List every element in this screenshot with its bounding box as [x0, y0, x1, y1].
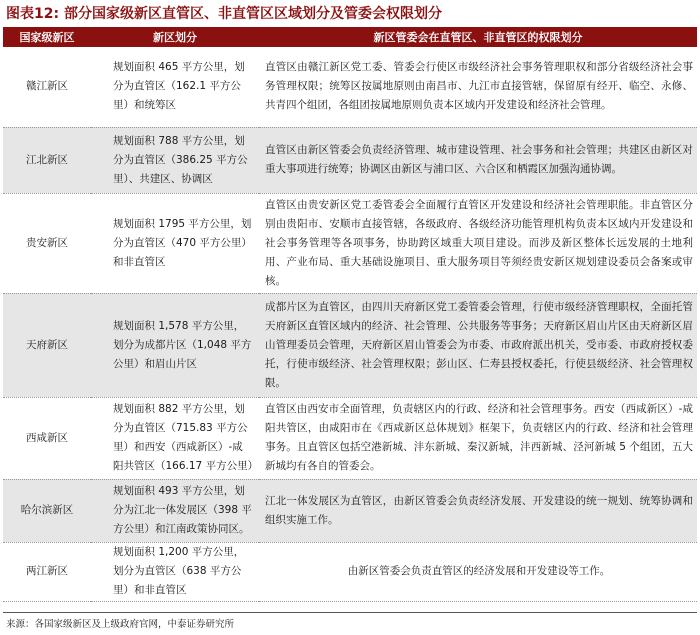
table-row [3, 397, 697, 479]
row-authority: 成都片区为直管区，由四川天府新区党工委管委会管理，行使市级经济管理职权，全面托管天府新区直管区域内的经济、社会管理、公共服务等事务；天府新区眉山片区由天府新区眉山管理委员会管理，天府新区眉山管委会为市委、市政府派出机关，受市委、市政府授权委托，行使市级经济、社会管理权限；彭山区、仁寿县授权委托，行使县级经济、社会管理权限。 [259, 293, 697, 397]
table-row [3, 193, 697, 293]
row-authority: 直管区由赣江新区党工委、管委会行使区市级经济社会事务管理职权和部分省级经济社会事务管理权限；统筹区按属地原则由南昌市、九江市直接管辖，保留原有经开、临空、永修、共青四个组团，各组团按属地原则负责本区域内开发建设和经济社会管理。 [259, 47, 697, 127]
row-authority: 江北一体发展区为直管区，由新区管委会负责经济发展、开发建设的统一规划、统筹协调和组织实施工作。 [259, 479, 697, 542]
footer-divider [3, 612, 697, 613]
row-authority: 由新区管委会负责直管区的经济发展和开发建设等工作。 [259, 542, 697, 601]
row-name: 赣江新区 [3, 47, 91, 127]
table-row [3, 47, 697, 127]
row-name: 天府新区 [3, 293, 91, 397]
header-division: 新区划分 [91, 27, 259, 47]
row-authority: 直管区由贵安新区党工委管委会全面履行直管区开发建设和经济社会管理职能。非直管区分别由贵阳市、安顺市直接管辖，各级政府、各级经济功能管理机构负责本区域内开发建设和社会事务管理等各项事务，协助跨区域重大项目建设。而涉及新区整体长远发展的土地利用、产业布局、重大基础设施项目、重大服务项目等须经贵安新区规划建设委员会备案或审核。 [259, 193, 697, 293]
table-row [3, 542, 697, 601]
header-new-area: 国家级新区 [3, 27, 91, 47]
row-area: 规划面积 1795 平方公里，划分为直管区（470 平方公里）和非直管区 [91, 193, 259, 293]
table-header-row [3, 27, 697, 47]
row-area: 规划面积 493 平方公里，划分为江北一体发展区（398 平方公里）和江南政策协同区。 [91, 479, 259, 542]
row-name: 两江新区 [3, 542, 91, 601]
header-authority: 新区管委会在直管区、非直管区的权限划分 [259, 27, 697, 47]
figure-title: 图表12: 部分国家级新区直管区、非直管区区域划分及管委会权限划分 [6, 6, 442, 22]
source-note: 来源：各国家级新区及上级政府官网，中泰证券研究所 [6, 619, 235, 630]
row-area: 规划面积 465 平方公里，划分为直管区（162.1 平方公里）和统筹区 [91, 47, 259, 127]
new-area-table [3, 27, 697, 602]
table-row [3, 293, 697, 397]
row-area: 规划面积 1,200 平方公里，划分为直管区（638 平方公里）和非直管区 [91, 542, 259, 601]
row-area: 规划面积 1,578 平方公里，划分为成都片区（1,048 平方公里）和眉山片区 [91, 293, 259, 397]
row-name: 西咸新区 [3, 397, 91, 479]
row-name: 贵安新区 [3, 193, 91, 293]
row-authority: 直管区由西安市全面管理，负责辖区内的行政、经济和社会管理事务。西安（西咸新区）-咸阳共管区，由咸阳市在《西咸新区总体规划》框架下，负责辖区内的行政、经济和社会管理事务。且直管区包括空港新城、沣东新城、秦汉新城，沣西新城、泾河新城 5 个组团，五大新城均有各自的管委会。 [259, 397, 697, 479]
row-authority: 直管区由新区管委会负责经济管理、城市建设管理、社会事务和社会管理；共建区由新区对重大事项进行统筹；协调区由新区与浦口区、六合区和栖霞区加强沟通协调。 [259, 127, 697, 193]
table-row [3, 479, 697, 542]
row-name: 江北新区 [3, 127, 91, 193]
row-name: 哈尔滨新区 [3, 479, 91, 542]
table-row [3, 127, 697, 193]
row-area: 规划面积 882 平方公里，划分为直管区（715.83 平方公里）和西安（西咸新区）-咸阳共管区（166.17 平方公里） [91, 397, 259, 479]
row-area: 规划面积 788 平方公里，划分为直管区（386.25 平方公里）、共建区、协调区 [91, 127, 259, 193]
